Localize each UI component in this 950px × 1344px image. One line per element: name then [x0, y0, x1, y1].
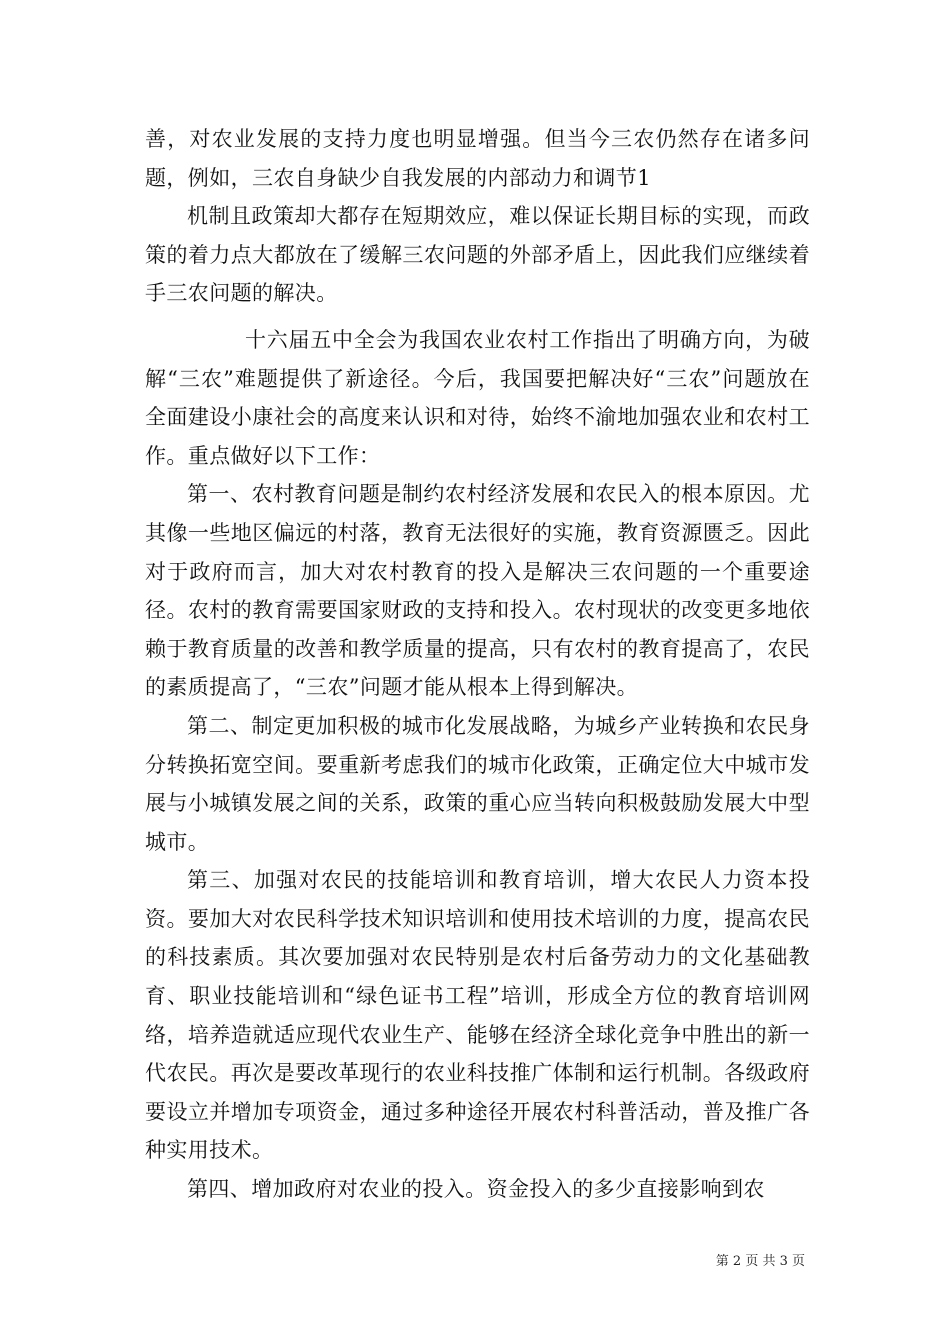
paragraph-third-point: 第三、加强对农民的技能培训和教育培训，增大农民人力资本投资。要加大对农民科学技术知识培训和使用技术培训的力度，提高农民的科技素质。其次要加强对农民特别是农村后备劳动力的文化基础教育、职业技能培训和“绿色证书工程”培训，形成全方位的教育培训网络，培养造就适应现代农业生产、能够在经济全球化竞争中胜出的新一代农民。再次是要改革现行的农业科技推广体制和运行机制。各级政府要设立并增加专项资金，通过多种途径开展农村科普活动，普及推广各种实用技术。 [145, 868, 810, 1163]
document-body [145, 120, 810, 1209]
paragraph-fifth-plenum: 十六届五中全会为我国农业农村工作指出了明确方向，为破解“三农”难题提供了新途径。今后，我国要把解决好“三农”问题放在全面建设小康社会的高度来认识和对待，始终不渝地加强农业和农村工作。重点做好以下工作： [145, 327, 810, 468]
paragraph-fourth-point: 第四、增加政府对农业的投入。资金投入的多少直接影响到农 [187, 1177, 765, 1202]
paragraph-second-point: 第二、制定更加积极的城市化发展战略，为城乡产业转换和农民身分转换拓宽空间。要重新考虑我们的城市化政策，正确定位大中城市发展与小城镇发展之间的关系，政策的重心应当转向积极鼓励发展大中型城市。 [145, 713, 810, 854]
paragraph-continuation: 善，对农业发展的支持力度也明显增强。但当今三农仍然存在诸多问题，例如，三农自身缺少自我发展的内部动力和调节1 [145, 127, 810, 190]
page-number-footer: 第 2 页 共 3 页 [715, 1254, 805, 1269]
paragraph-first-point: 第一、农村教育问题是制约农村经济发展和农民入的根本原因。尤其像一些地区偏远的村落，教育无法很好的实施，教育资源匮乏。因此对于政府而言，加大对农村教育的投入是解决三农问题的一个重要途径。农村的教育需要国家财政的支持和投入。农村现状的改变更多地依赖于教育质量的改善和教学质量的提高，只有农村的教育提高了，农民的素质提高了，“三农”问题才能从根本上得到解决。 [145, 482, 810, 700]
paragraph-policy-mechanism: 机制且政策却大都存在短期效应，难以保证长期目标的实现，而政策的着力点大都放在了缓解三农问题的外部矛盾上，因此我们应继续着手三农问题的解决。 [145, 204, 810, 306]
